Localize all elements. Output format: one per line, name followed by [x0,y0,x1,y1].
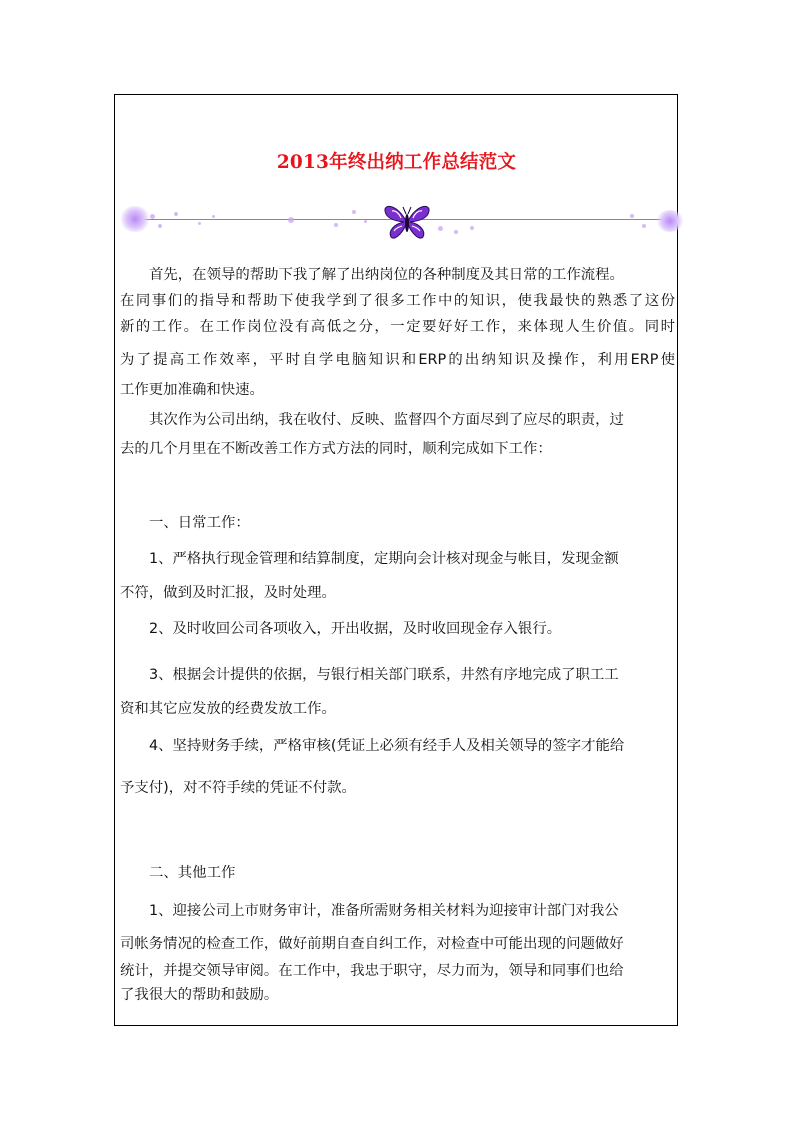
butterfly-icon [382,201,432,241]
paragraph-line: 在同事们的指导和帮助下使我学到了很多工作中的知识，使我最快的熟悉了这份 [120,293,675,309]
document-title: 2013年终出纳工作总结范文 [276,152,517,173]
list-item: 2、及时收回公司各项收入，开出收据，及时收回现金存入银行。 [149,621,562,637]
section-heading: 二、其他工作 [149,865,236,881]
list-item: 资和其它应发放的经费发放工作。 [120,701,336,717]
sparkle-dot [198,222,201,225]
list-item: 统计，并提交领导审阅。在工作中，我忠于职守，尽力而为，领导和同事们也给 [120,963,624,979]
list-item: 1、迎接公司上市财务审计，准备所需财务相关材料为迎接审计部门对我公 [149,903,619,919]
sparkle-dot [352,210,356,214]
sparkle-dot [158,224,162,228]
paragraph-line: 工作更加准确和快速。 [120,382,264,398]
paragraph-line: 去的几个月里在不断改善工作方式方法的同时，顺利完成如下工作： [120,441,552,457]
sparkle-dot [438,226,443,231]
divider-glow-left [120,206,150,232]
sparkle-dot [642,224,646,228]
sparkle-dot [364,220,367,223]
sparkle-dot [470,226,474,230]
section-heading: 一、日常工作： [149,515,250,531]
sparkle-dot [212,215,215,218]
list-item: 了我很大的帮助和鼓励。 [120,987,279,1003]
sparkle-dot [150,214,155,219]
sparkle-dot [630,214,634,218]
list-item: 司帐务情况的检查工作，做好前期自查自纠工作，对检查中可能出现的问题做好 [120,936,624,952]
sparkle-dot [334,223,338,227]
list-item: 1、严格执行现金管理和结算制度，定期向会计核对现金与帐目，发现金额 [149,551,619,567]
divider-glow-right [656,210,684,232]
list-item: 予支付)，对不符手续的凭证不付款。 [120,780,356,796]
paragraph-line: 为了提高工作效率，平时自学电脑知识和ERP的出纳知识及操作，利用ERP使 [120,352,675,368]
butterfly-divider [120,196,676,244]
sparkle-dot [288,217,294,223]
paragraph-line: 首先，在领导的帮助下我了解了出纳岗位的各种制度及其日常的工作流程。 [149,267,624,283]
list-item: 4、坚持财务手续，严格审核(凭证上必须有经手人及相关领导的签字才能给 [149,738,625,754]
paragraph-line: 新的工作。在工作岗位没有高低之分，一定要好好工作，来体现人生价值。同时 [120,319,675,335]
sparkle-dot [454,230,458,234]
list-item: 不符，做到及时汇报，及时处理。 [120,585,336,601]
list-item: 3、根据会计提供的依据，与银行相关部门联系，井然有序地完成了职工工 [149,667,619,683]
paragraph-line: 其次作为公司出纳，我在收付、反映、监督四个方面尽到了应尽的职责，过 [149,412,624,428]
sparkle-dot [174,212,178,216]
